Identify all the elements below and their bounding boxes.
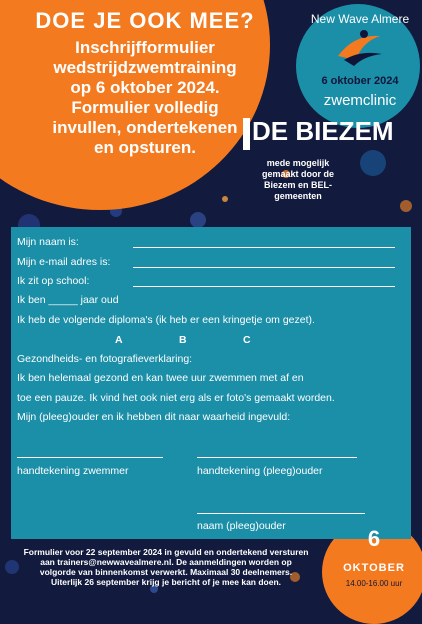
school-field[interactable] <box>133 286 395 287</box>
diploma-option-c[interactable]: C <box>243 334 251 346</box>
sponsor-note: mede mogelijk gemaakt door de Biezem en BEL-gemeenten <box>261 158 335 201</box>
footer-line: Uiterlijk 26 september krijg je bericht of je mee kan doen. <box>50 577 282 587</box>
intro-line: wedstrijdzwemtraining <box>53 58 237 77</box>
date-month: OKTOBER <box>343 562 405 574</box>
name-field[interactable] <box>133 247 395 248</box>
health-line: toe een pauze. Ik vind het ook niet erg als er foto's gemaakt worden. <box>17 392 335 404</box>
intro-line: Inschrijfformulier <box>75 38 215 57</box>
page-title: DOE JE OOK MEE? <box>35 8 255 33</box>
footer-line[interactable]: aan trainers@newwavealmere.nl. De aanmeldingen worden op <box>40 557 292 567</box>
swimmer-logo-icon <box>334 26 386 72</box>
footer-instructions <box>10 547 322 587</box>
intro-line: en opsturen. <box>93 138 196 157</box>
footer-line: Formulier voor 22 september 2024 in gevuld en ondertekend versturen <box>23 547 309 557</box>
diploma-label: Ik heb de volgende diploma's (ik heb er een kringetje om gezet). <box>17 314 315 326</box>
intro-line: Formulier volledig <box>71 98 219 117</box>
swimmer-signature-field[interactable] <box>17 457 163 458</box>
parent-name-field[interactable] <box>197 513 365 514</box>
diploma-option-b[interactable]: B <box>179 334 187 346</box>
badge-date: 6 oktober 2024 <box>321 75 399 87</box>
email-field[interactable] <box>133 267 395 268</box>
swimmer-signature-label: handtekening zwemmer <box>17 465 129 477</box>
parent-name-label: naam (pleeg)ouder <box>197 520 286 532</box>
date-time: 14.00-16.00 uur <box>345 579 403 588</box>
intro-line: invullen, ondertekenen <box>52 118 238 137</box>
footer-line: volgorde van binnenkomst verwerkt. Maximaal 30 deelnemers. <box>39 567 293 577</box>
parent-signature-field[interactable] <box>197 457 357 458</box>
diploma-option-a[interactable]: A <box>115 334 123 346</box>
parent-statement: Mijn (pleeg)ouder en ik hebben dit naar waarheid ingevuld: <box>17 411 291 423</box>
sponsor-logo-bar <box>243 118 250 150</box>
intro-line: op 6 oktober 2024. <box>70 78 220 97</box>
school-label: Ik zit op school: <box>17 275 90 287</box>
age-label[interactable]: Ik ben _____ jaar oud <box>17 294 119 306</box>
email-label: Mijn e-mail adres is: <box>17 256 111 268</box>
name-label: Mijn naam is: <box>17 236 79 248</box>
health-line: Ik ben helemaal gezond en kan twee uur zwemmen met af en <box>17 372 304 384</box>
parent-signature-label: handtekening (pleeg)ouder <box>197 465 323 477</box>
sponsor-logo: DE BIEZEM <box>252 116 394 146</box>
badge-subtitle: zwemclinic <box>323 92 397 109</box>
health-title: Gezondheids- en fotografieverklaring: <box>17 353 193 365</box>
registration-form <box>11 227 411 539</box>
date-day: 6 <box>367 526 381 551</box>
badge-club-name: New Wave Almere <box>310 12 410 26</box>
